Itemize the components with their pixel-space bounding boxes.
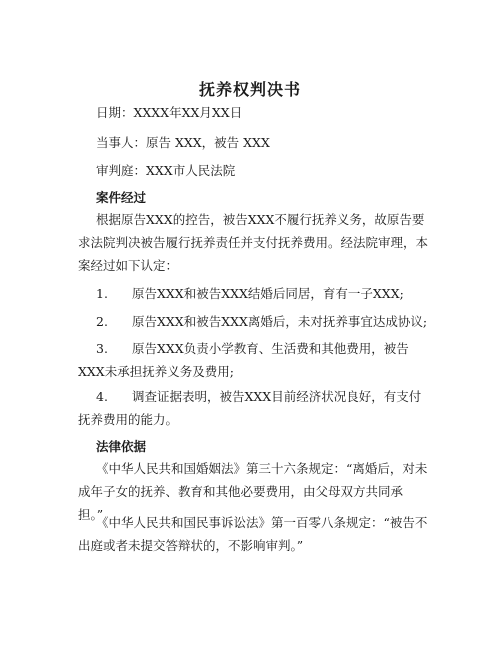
case-item-4 [78, 385, 428, 431]
case-item-text: 原告XXX和被告XXX结婚后同居，育有一子XXX; [132, 286, 404, 301]
case-item-2 [78, 310, 428, 333]
case-item-1 [78, 282, 428, 305]
law-section-heading: 法律依据 [96, 439, 147, 454]
case-item-text: 原告XXX负责小学教育、生活费和其他费用，被告XXX未承担抚养义务及费用; [78, 341, 409, 379]
date-line: 日期：XXXX年XX月XX日 [96, 105, 243, 120]
document-title: 抚养权判决书 [198, 80, 301, 99]
law-paragraph-1: 《中华人民共和国婚姻法》第三十六条规定：“离婚后，对未成年子女的抚养、教育和其他必要费用，由父母双方共同承担。” [78, 461, 428, 522]
law-paragraph-2: 《中华人民共和国民事诉讼法》第一百零八条规定：“被告不出庭或者未提交答辩状的，不影响审判。” [78, 515, 428, 553]
case-intro-paragraph: 根据原告XXX的控告，被告XXX不履行抚养义务，故原告要求法院判决被告履行抚养责任并支付抚养费用。经法院审理，本案经过如下认定： [78, 212, 429, 273]
case-section-heading: 案件经过 [96, 190, 147, 205]
case-item-number: 1. [96, 286, 108, 301]
court-line: 审判庭：XXX市人民法院 [96, 163, 236, 178]
case-item-3 [78, 337, 428, 383]
case-item-text: 调查证据表明，被告XXX目前经济状况良好，有支付抚养费用的能力。 [78, 389, 422, 427]
case-item-number: 3. [96, 341, 108, 356]
parties-line: 当事人：原告 XXX，被告 XXX [96, 135, 270, 150]
case-item-number: 2. [96, 314, 108, 329]
case-item-number: 4. [96, 389, 108, 404]
case-item-text: 原告XXX和被告XXX离婚后，未对抚养事宜达成协议; [132, 314, 428, 329]
